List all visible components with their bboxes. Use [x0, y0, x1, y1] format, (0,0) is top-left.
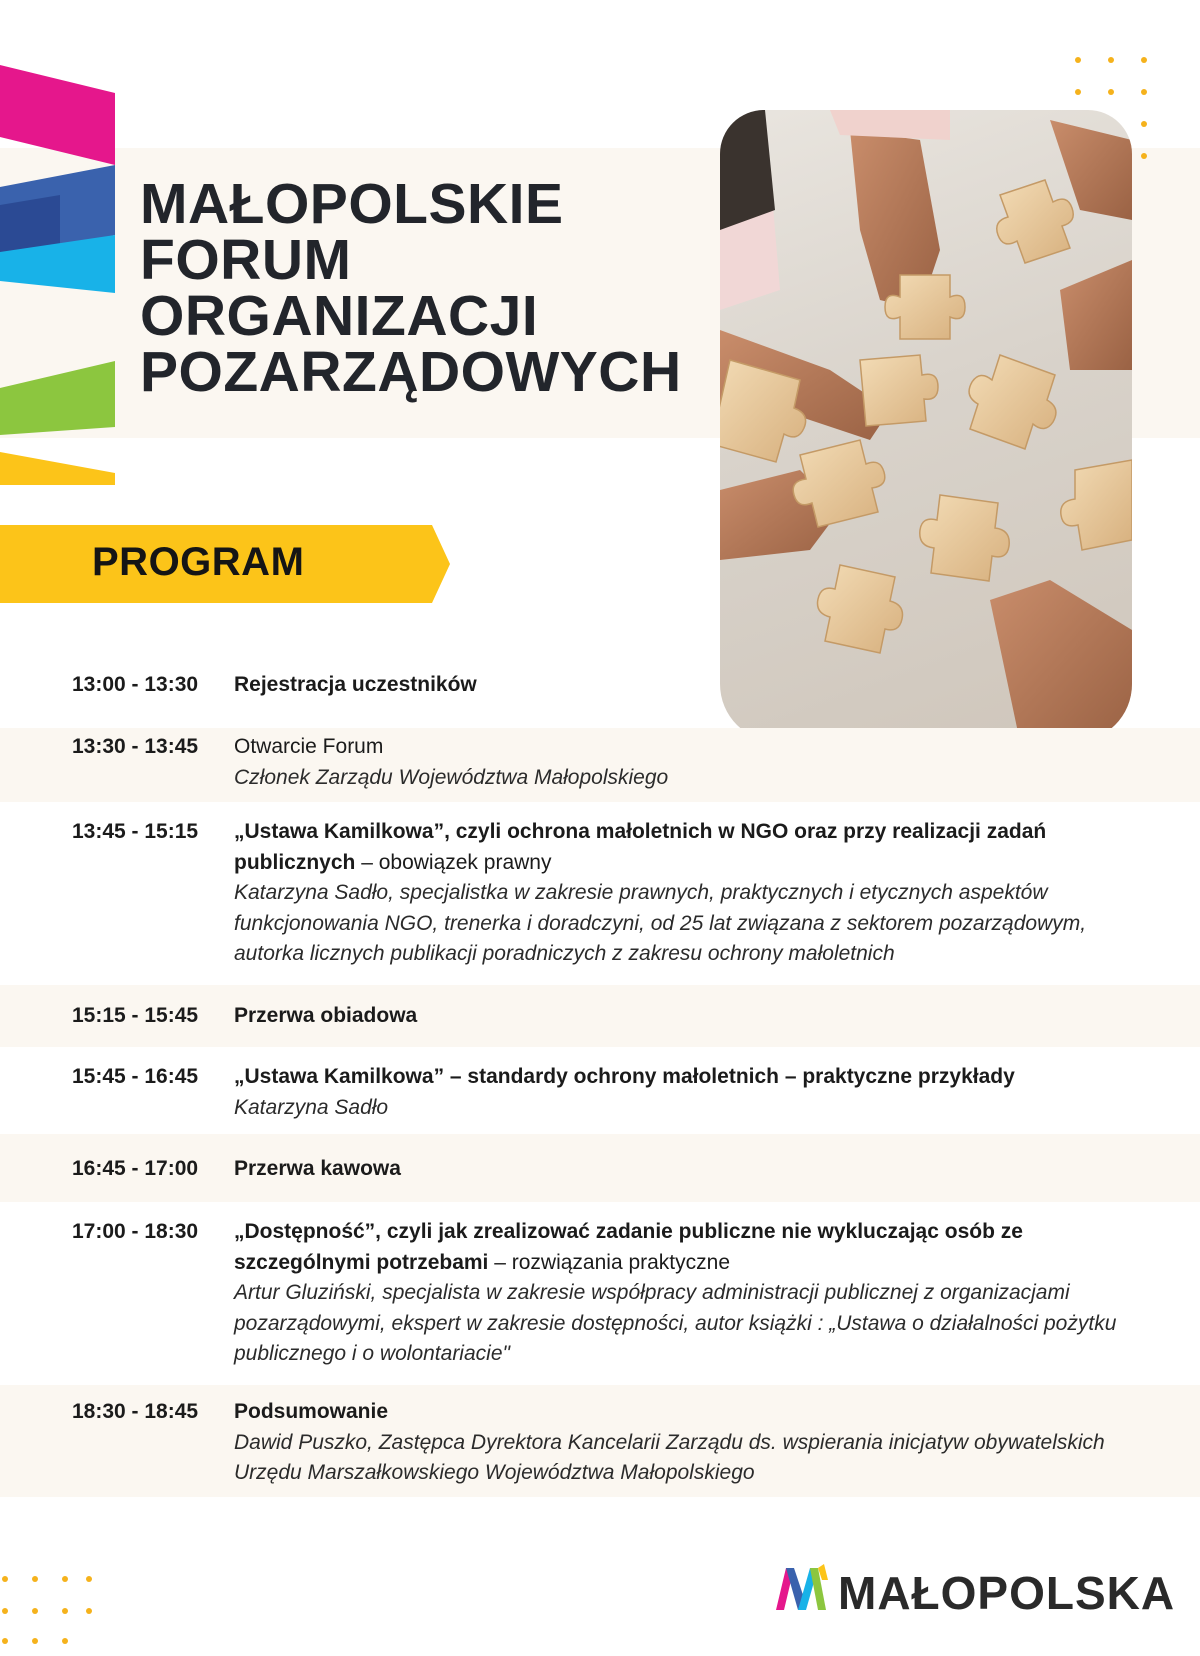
schedule-content	[234, 1217, 1134, 1370]
schedule-suffix: – obowiązek prawny	[355, 850, 552, 874]
schedule-time: 15:15 - 15:45	[72, 1004, 199, 1027]
schedule-speaker: Artur Gluziński, specjalista w zakresie współpracy administracji publicznej z organizacjami pozarządowymi, ekspert w zakresie dostępności, autor książki : „Ustawa o działalności pożytku publicznego i o wolontariacie"	[234, 1281, 1117, 1365]
schedule-content	[234, 1062, 1134, 1123]
schedule-content	[234, 817, 1134, 970]
schedule-time: 17:00 - 18:30	[72, 1220, 199, 1243]
schedule-title: Przerwa obiadowa	[234, 1004, 418, 1027]
schedule-speaker: Dawid Puszko, Zastępca Dyrektora Kancelarii Zarządu ds. wspierania inicjatyw obywatelskich Urzędu Marszałkowskiego Województwa Małopolskiego	[234, 1430, 1105, 1484]
schedule-speaker: Katarzyna Sadło	[234, 1095, 389, 1119]
schedule-title: „Ustawa Kamilkowa” – standardy ochrony małoletnich – praktyczne przykłady	[234, 1065, 1015, 1088]
title-line-3: ORGANIZACJI	[140, 284, 539, 348]
puzzle-piece	[969, 355, 1056, 449]
color-stripes	[0, 55, 120, 485]
puzzle-illustration	[720, 110, 1132, 742]
schedule-suffix: – rozwiązania praktyczne	[488, 1250, 731, 1274]
schedule-row	[0, 1134, 1200, 1202]
schedule-speaker: Członek Zarządu Województwa Małopolskiego	[234, 765, 669, 789]
schedule-row	[0, 805, 1200, 983]
schedule-time: 15:45 - 16:45	[72, 1065, 199, 1088]
schedule-title: Przerwa kawowa	[234, 1157, 401, 1180]
puzzle-piece	[818, 565, 903, 653]
stripe-magenta	[0, 65, 115, 165]
title-line-1: MAŁOPOLSKIE	[140, 172, 564, 236]
title-line-4: POZARZĄDOWYCH	[140, 340, 682, 404]
page-title	[140, 172, 682, 404]
schedule-time: 13:45 - 15:15	[72, 820, 199, 843]
title-line-2: FORUM	[140, 228, 352, 292]
hand-right	[1060, 260, 1132, 370]
schedule-speaker: Katarzyna Sadło, specjalistka w zakresie prawnych, praktycznych i etycznych aspektów funkcjonowania NGO, trenerka i doradczyni, od 25 lat związana z sektorem pozarządowym, autorka licznych publikacji poradniczych z zakresu ochrony małoletnich	[234, 881, 1087, 965]
malopolska-logo-mark-icon	[772, 1560, 830, 1618]
schedule-row	[0, 1203, 1200, 1383]
schedule-time: 13:00 - 13:30	[72, 673, 199, 696]
schedule-title: „Ustawa Kamilkowa”, czyli ochrona małoletnich w NGO oraz przy realizacji zadań publicznych	[234, 820, 1047, 874]
schedule-row	[0, 668, 1200, 730]
schedule-time: 13:30 - 13:45	[72, 735, 199, 758]
schedule-row	[0, 728, 1200, 802]
schedule-title: Podsumowanie	[234, 1400, 389, 1423]
schedule-content	[234, 670, 1134, 701]
malopolska-logo-text: MAŁOPOLSKA	[838, 1567, 1176, 1619]
puzzle-piece	[1061, 460, 1132, 550]
schedule-row	[0, 985, 1200, 1047]
stripe-green	[0, 361, 115, 435]
schedule-content	[234, 732, 1134, 793]
schedule-row	[0, 1048, 1200, 1132]
dots-bottom-left	[0, 1576, 100, 1656]
schedule-title: „Dostępność”, czyli jak zrealizować zadanie publiczne nie wykluczając osób ze szczególnymi potrzebami	[234, 1220, 1023, 1274]
puzzle-piece	[860, 355, 938, 426]
puzzle-piece	[997, 180, 1074, 263]
puzzle-hands-photo	[720, 110, 1132, 742]
puzzle-piece	[920, 495, 1009, 581]
schedule-content	[234, 1397, 1164, 1489]
program-label: PROGRAM	[92, 540, 305, 584]
stripe-yellow	[0, 452, 115, 485]
schedule-title: Otwarcie Forum	[234, 735, 384, 758]
schedule-content	[234, 1001, 1134, 1032]
sleeve-top	[830, 110, 950, 140]
schedule-time: 16:45 - 17:00	[72, 1157, 199, 1180]
schedule-content	[234, 1154, 1134, 1185]
schedule-time: 18:30 - 18:45	[72, 1400, 199, 1423]
schedule-title: Rejestracja uczestników	[234, 673, 477, 696]
dark-sleeve-left	[720, 110, 775, 230]
schedule-row	[0, 1385, 1200, 1497]
